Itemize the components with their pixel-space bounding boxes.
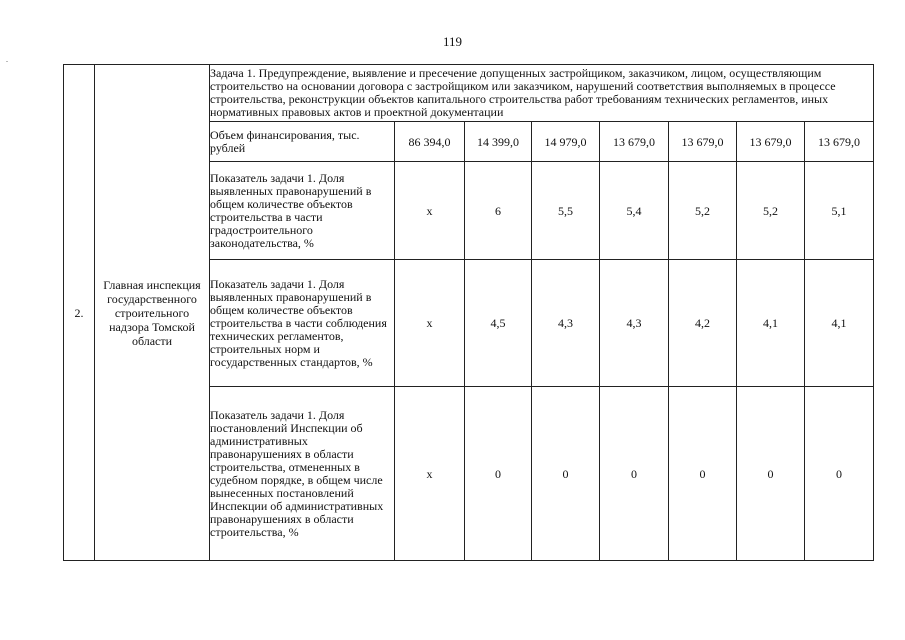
row-number: 2. [64,65,95,561]
table-cell: 13 679,0 [669,122,737,162]
page-number: 119 [442,34,463,49]
table-cell: 5,4 [600,162,669,260]
table-cell: 0 [669,387,737,561]
table-cell: 5,5 [532,162,600,260]
table-cell: 13 679,0 [805,122,874,162]
table-cell: x [395,162,465,260]
table-cell: 13 679,0 [737,122,805,162]
scan-mark [6,61,8,62]
table-cell: 14 979,0 [532,122,600,162]
table-cell: 86 394,0 [395,122,465,162]
table-cell: 4,3 [532,260,600,387]
organization-name: Главная инспекция государственного строительного надзора Томской области [95,65,210,561]
row-label: Показатель задачи 1. Доля выявленных правонарушений в общем количестве объектов строительства в части градостроительного законодательства, % [210,162,395,260]
table-cell: 4,3 [600,260,669,387]
table-cell: 0 [805,387,874,561]
table-cell: 13 679,0 [600,122,669,162]
table-cell: 4,5 [465,260,532,387]
table-cell: 0 [600,387,669,561]
table-cell: 5,2 [669,162,737,260]
table-cell: 14 399,0 [465,122,532,162]
table-cell: 4,1 [805,260,874,387]
table-cell: 0 [737,387,805,561]
table-cell: x [395,260,465,387]
table-cell: 5,2 [737,162,805,260]
table-cell: 5,1 [805,162,874,260]
table-cell: 4,2 [669,260,737,387]
row-label: Объем финансирования, тыс. рублей [210,122,395,162]
table-cell: 0 [532,387,600,561]
task-description: Задача 1. Предупреждение, выявление и пресечение допущенных застройщиком, заказчиком, лицом, осуществляющим строительство на основании договора с застройщиком или заказчиком, нарушений соответствия выполняемых в процессе строительства, реконструкции объектов капитального строительства работ требованиям технических регламентов, иных нормативных правовых актов и проектной документации [210,65,874,122]
table-cell: 0 [465,387,532,561]
program-table [63,64,874,561]
row-label: Показатель задачи 1. Доля постановлений Инспекции об административных правонарушениях в области строительства, отмененных в судебном порядке, в общем числе вынесенных постановлений Инспекции об административных правонарушениях в области строительства, % [210,387,395,561]
table-cell: 6 [465,162,532,260]
table-cell: x [395,387,465,561]
row-label: Показатель задачи 1. Доля выявленных правонарушений в общем количестве объектов строительства в части соблюдения технических регламентов, строительных норм и государственных стандартов, % [210,260,395,387]
table-row-task [64,65,874,122]
table-cell: 4,1 [737,260,805,387]
